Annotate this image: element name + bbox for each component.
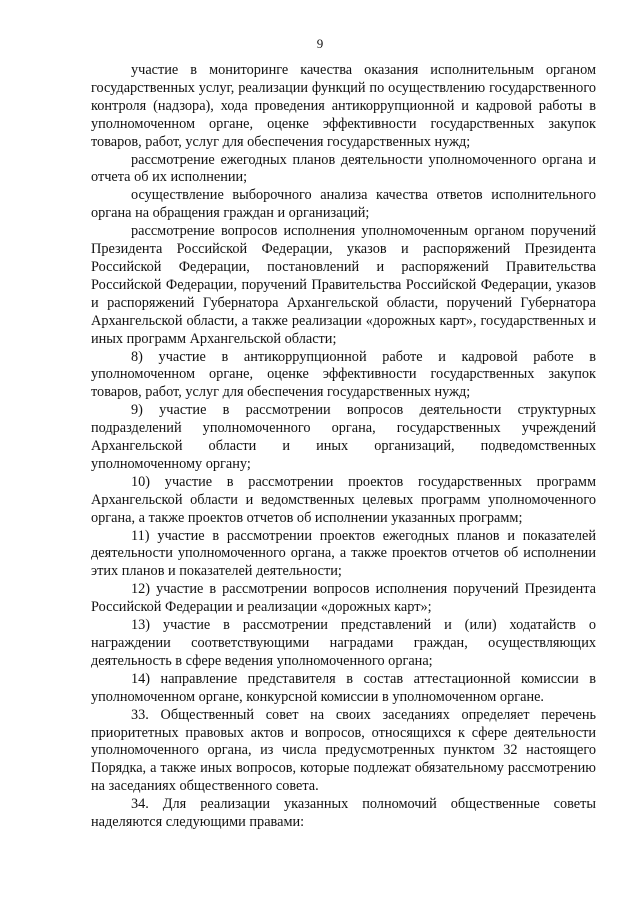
paragraph-section-33: 33. Общественный совет на своих заседаниях определяет перечень приоритетных правовых актов и вопросов, относящихся к сфере деятельности уполномоченного органа, из числа предусмотренных пунктом 32 настоящего Порядка, а также иных вопросов, которые подлежат обязательному рассмотрению на заседаниях общественного совета. (91, 706, 596, 795)
paragraph-item-10: 10) участие в рассмотрении проектов государственных программ Архангельской области и ведомственных целевых программ уполномоченного органа, а также проектов отчетов об исполнении указанных программ; (91, 473, 596, 526)
paragraph-item-14: 14) направление представителя в состав аттестационной комиссии в уполномоченном органе, конкурсной комиссии в уполномоченном органе. (91, 670, 596, 705)
paragraph-instructions-review: рассмотрение вопросов исполнения уполномоченным органом поручений Президента Российской Федерации, указов и распоряжений Президента Российской Федерации, постановлений и распоряжений Правительства Российской Федерации, поручений Правительства Российской Федерации, указов и распоряжений Губернатора Архангельской области, поручений Губернатора Архангельской области, а также реализации «дорожных карт», государственных и иных программ Архангельской области; (91, 223, 596, 347)
paragraph-item-9: 9) участие в рассмотрении вопросов деятельности структурных подразделений уполномоченного органа, государственных учреждений Архангельской области и иных организаций, подведомственных уполномоченному органу; (91, 402, 596, 472)
paragraph-item-13: 13) участие в рассмотрении представлений и (или) ходатайств о награждении соответствующими наградами граждан, осуществляющих деятельность в сфере ведения уполномоченного органа; (91, 617, 596, 669)
paragraph-monitoring: участие в мониторинге качества оказания исполнительным органом государственных услуг, реализации функций по осуществлению государственного контроля (надзора), хода проведения антикоррупционной и кадровой работы в уполномоченном органе, оценке эффективности государственных закупок товаров, работ, услуг для обеспечения государственных нужд; (91, 62, 596, 150)
paragraph-section-34: 34. Для реализации указанных полномочий общественные советы наделяются следующими правами: (91, 796, 596, 831)
paragraph-item-8: 8) участие в антикоррупционной работе и кадровой работе в уполномоченном органе, оценке эффективности государственных закупок товаров, работ, услуг для обеспечения государственных нужд; (91, 348, 596, 401)
page-number: 9 (316, 36, 324, 51)
document-body (91, 62, 596, 832)
paragraph-item-12: 12) участие в рассмотрении вопросов исполнения поручений Президента Российской Федерации и реализации «дорожных карт»; (91, 581, 596, 616)
paragraph-selective-analysis: осуществление выборочного анализа качества ответов исполнительного органа на обращения граждан и организаций; (91, 187, 596, 222)
paragraph-annual-plans: рассмотрение ежегодных планов деятельности уполномоченного органа и отчета об их исполнении; (91, 151, 596, 186)
paragraph-item-11: 11) участие в рассмотрении проектов ежегодных планов и показателей деятельности уполномоченного органа, а также проектов отчетов об исполнении этих планов и показателей деятельности; (91, 527, 596, 580)
